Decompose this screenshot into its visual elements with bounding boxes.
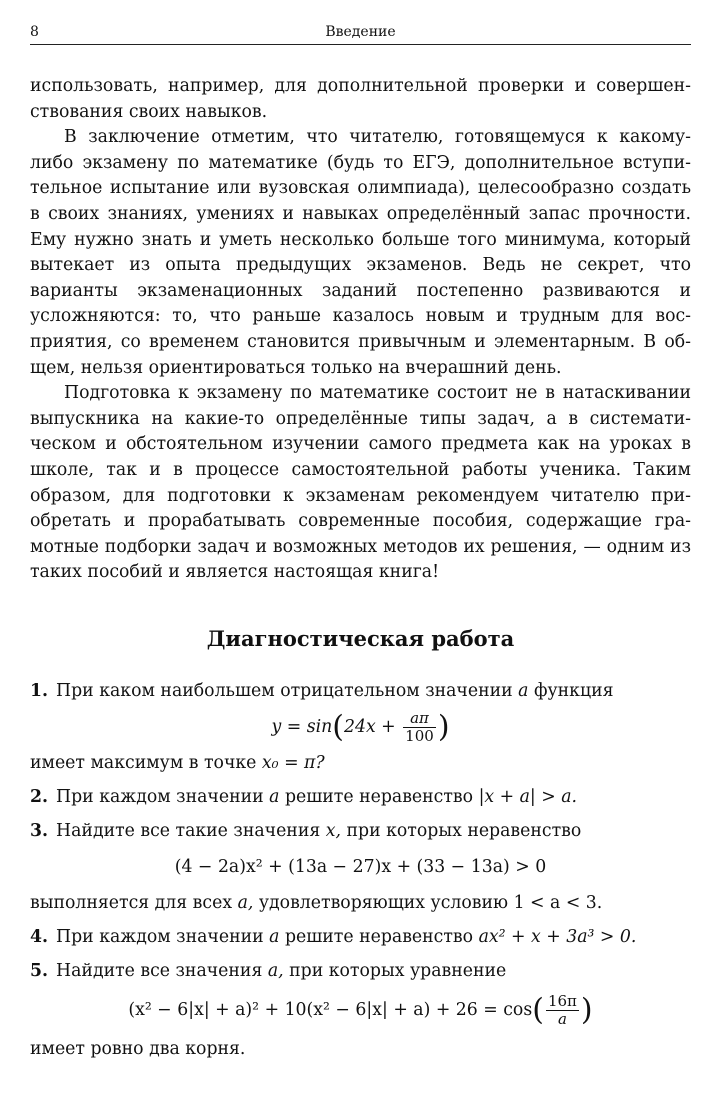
problem-1-continuation: имеет максимум в точке x₀ = π?: [30, 753, 325, 773]
problem-number: 2.: [30, 787, 49, 807]
introduction-text: [30, 74, 691, 586]
formula-5: (x² − 6|x| + a)² + 10(x² − 6|x| + a) + 26 = cos( $\frac{16\pi}{a}$ ): [128, 992, 593, 1028]
problem-5: 5. Найдите все значения a, при которых уравнение: [30, 961, 507, 981]
problem-number: 4.: [30, 927, 49, 947]
problem-1: 1. При каком наибольшем отрицательном значении a функция: [30, 681, 614, 701]
problem-number: 1.: [30, 681, 49, 701]
problem-5-continuation: имеет ровно два корня.: [30, 1039, 246, 1059]
problem-number: 3.: [30, 821, 49, 841]
problem-3: 3. Найдите все такие значения x, при которых неравенство: [30, 821, 582, 841]
formula-1: y = sin(24x + $\frac{a\pi}{100}$ ): [271, 709, 450, 745]
page-number: 8: [30, 24, 39, 40]
fraction: $\frac{16\pi}{a}$: [547, 992, 577, 1028]
formula-3: (4 − 2a)x² + (13a − 27)x + (33 − 13a) > 0: [174, 857, 547, 877]
paragraph-conclusion: В заключение отметим, что читателю, готовящемуся к какому-либо экзамену по математике (будь то ЕГЭ, дополнительное вступительное испытание или вузовская олимпиада), целесообразно создать в своих знаниях, умениях и навыках определённый запас прочности. Ему нужно знать и уметь несколько больше того минимума, который вытекает из опыта предыдущих экзаменов. Ведь не секрет, что варианты экзаменационных заданий постепенно развиваются и усложняются: то, что раньше казалось новым и трудным для восприятия, со временем становится привычным и элементарным. В общем, нельзя ориентироваться только на вчерашний день.: [30, 127, 691, 378]
fraction: $\frac{a\pi}{100}$: [405, 709, 434, 745]
problem-3-continuation: выполняется для всех a, удовлетворяющих условию 1 < a < 3.: [30, 893, 603, 913]
paragraph-preparation: Подготовка к экзамену по математике состоит не в натаскивании выпускника на какие-то определённые типы задач, а в систематическом и обстоятельном изучении самого предмета как на уроках в школе, так и в процессе самостоятельной работы ученика. Таким образом, для подготовки к экзаменам рекомендуем читателю приобретать и прорабатывать современные пособия, содержащие грамотные подборки задач и возможных методов их решения, — одним из таких пособий и является настоящая книга!: [30, 383, 691, 583]
running-title: Введение: [325, 24, 396, 40]
problem-2: 2. При каждом значении a решите неравенство |x + a| > a.: [30, 787, 577, 807]
section-title: Диагностическая работа: [206, 626, 515, 651]
problem-4: 4. При каждом значении a решите неравенство ax² + x + 3a³ > 0.: [30, 927, 637, 947]
problem-list: [30, 677, 691, 1063]
paragraph-continuation: использовать, например, для дополнительной проверки и совершенствования своих навыков.: [30, 76, 691, 122]
problem-number: 5.: [30, 961, 49, 981]
running-header: [30, 22, 691, 45]
